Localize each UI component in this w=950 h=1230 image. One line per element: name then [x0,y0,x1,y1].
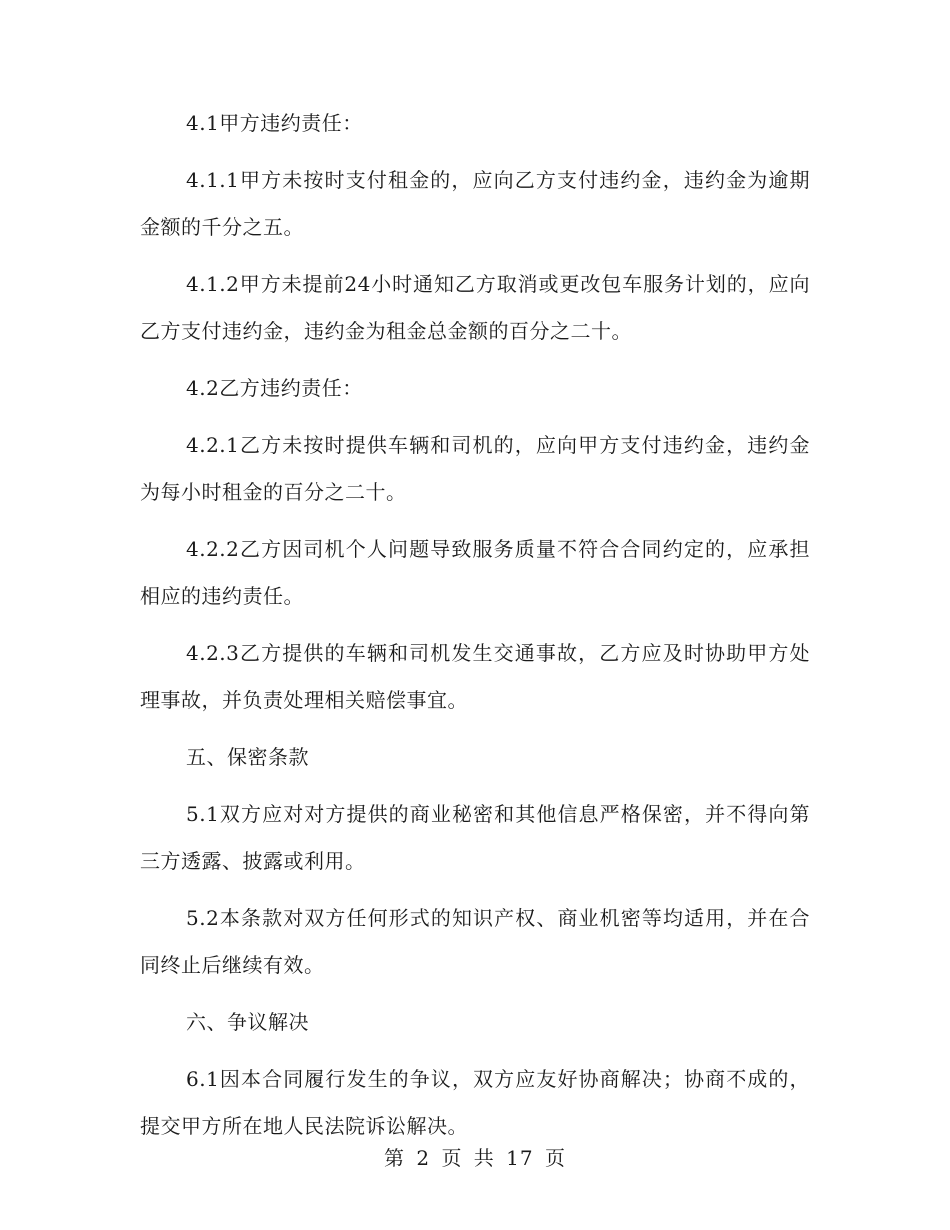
clause-4-1-heading: 4.1甲方违约责任： [186,111,363,135]
clause-4-1-2: 4.1.2甲方未提前24小时通知乙方取消或更改包车服务计划的，应向乙方支付违约金，违约金为租金总金额的百分之二十。 [140,272,810,343]
clause-4-2-heading: 4.2乙方违约责任： [186,376,363,400]
clause-5-2: 5.2本条款对双方任何形式的知识产权、商业机密等均适用，并在合同终止后继续有效。 [140,906,810,977]
clause-4-2-1: 4.2.1乙方未按时提供车辆和司机的，应向甲方支付违约金，违约金为每小时租金的百分之二十。 [140,433,810,504]
section-6-heading: 六、争议解决 [186,1010,309,1034]
clause-4-1-1: 4.1.1甲方未按时支付租金的，应向乙方支付违约金，违约金为逾期金额的千分之五。 [140,168,810,239]
clause-4-2-3: 4.2.3乙方提供的车辆和司机发生交通事故，乙方应及时协助甲方处理事故，并负责处理相关赔偿事宜。 [140,641,810,712]
clause-4-2-2: 4.2.2乙方因司机个人问题导致服务质量不符合合同约定的，应承担相应的违约责任。 [140,537,810,608]
section-5-heading: 五、保密条款 [186,745,309,769]
clause-5-1: 5.1双方应对对方提供的商业秘密和其他信息严格保密，并不得向第三方透露、披露或利用。 [140,802,810,873]
document-body [140,100,810,1160]
page-number-footer: 第 2 页 共 17 页 [384,1146,566,1170]
clause-6-1: 6.1因本合同履行发生的争议，双方应友好协商解决；协商不成的，提交甲方所在地人民法院诉讼解决。 [140,1067,810,1138]
